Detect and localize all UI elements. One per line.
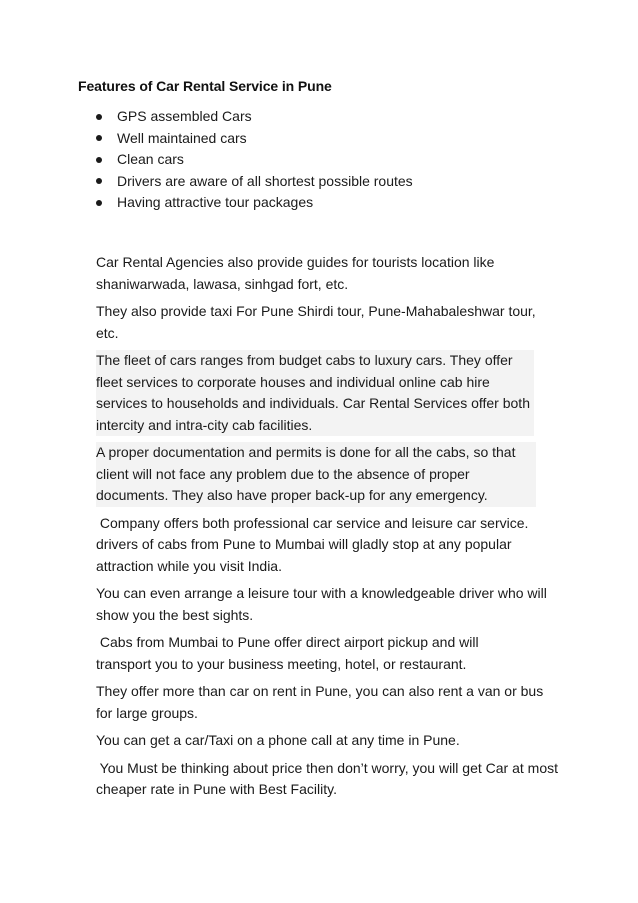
page-heading: Features of Car Rental Service in Pune — [78, 78, 332, 94]
feature-text: Drivers are aware of all shortest possible routes — [117, 172, 413, 189]
feature-item — [96, 128, 536, 150]
paragraph-phone-booking: You can get a car/Taxi on a phone call at any time in Pune. — [96, 732, 460, 748]
paragraph-guides: Car Rental Agencies also provide guides for tourists location like shaniwarwada, lawasa, sinhgad fort, etc. — [96, 254, 495, 292]
bullet-icon — [96, 200, 102, 206]
paragraph-airport-pickup: Cabs from Mumbai to Pune offer direct airport pickup and will transport you to your business meeting, hotel, or restaurant. — [96, 634, 479, 672]
bullet-icon — [96, 135, 102, 141]
bullet-icon — [96, 157, 102, 163]
feature-item — [96, 171, 536, 193]
feature-item — [96, 192, 536, 214]
paragraph-fleet: The fleet of cars ranges from budget cabs to luxury cars. They offer fleet services to corporate houses and individual online cab hire services to households and individuals. Car Rental Services offer both intercity and intra-city cab facilities. — [96, 350, 534, 436]
paragraph-pricing: You Must be thinking about price then don’t worry, you will get Car at most cheaper rate in Pune with Best Facility. — [96, 759, 558, 797]
feature-text: Well maintained cars — [117, 129, 247, 146]
paragraph-van-bus: They offer more than car on rent in Pune, you can also rent a van or bus for large groups. — [96, 683, 544, 721]
bullet-icon — [96, 114, 102, 120]
features-list — [96, 106, 536, 214]
feature-text: GPS assembled Cars — [117, 108, 252, 124]
feature-item — [96, 149, 536, 171]
paragraph-company-services: Company offers both professional car service and leisure car service. drivers of cabs from Pune to Mumbai will gladly stop at any popular attraction while you visit India. — [96, 514, 529, 574]
paragraph-taxi-tours: They also provide taxi For Pune Shirdi tour, Pune-Mahabaleshwar tour, etc. — [96, 303, 536, 341]
feature-item — [96, 106, 536, 128]
feature-text: Having attractive tour packages — [117, 194, 314, 210]
feature-text: Clean cars — [117, 151, 184, 167]
paragraph-documentation: A proper documentation and permits is done for all the cabs, so that client will not face any problem due to the absence of proper documents. They also have proper back-up for any emergency. — [96, 442, 536, 507]
body-text — [96, 252, 576, 807]
bullet-icon — [96, 178, 102, 184]
paragraph-leisure-tour: You can even arrange a leisure tour with a knowledgeable driver who will show you the best sights. — [96, 585, 547, 623]
